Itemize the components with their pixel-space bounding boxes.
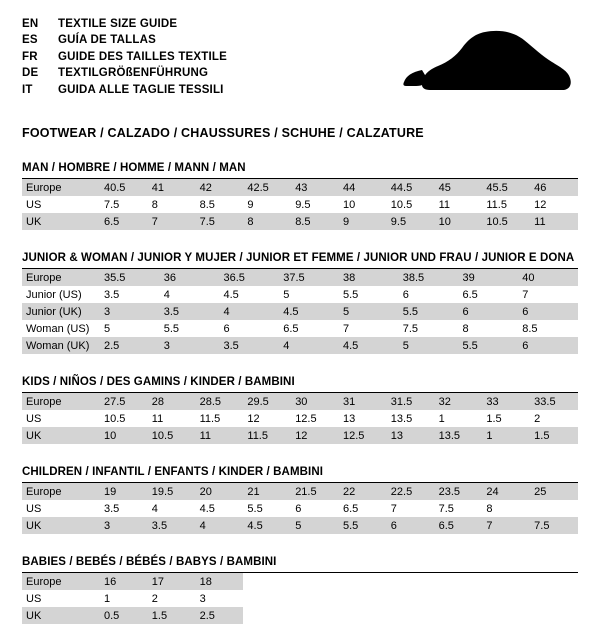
size-cell: 40.5 [100,179,148,196]
size-cell: 7.5 [438,502,454,515]
size-cell: 5 [283,288,290,301]
size-cell: 6.5 [435,517,483,534]
size-cell: 10.5 [148,427,196,444]
size-cell: 19 [100,483,148,500]
size-cell: 1.5 [530,427,578,444]
size-cell: 32 [435,393,483,410]
size-cell: 4.5 [279,303,339,320]
size-block-junior-woman [22,252,578,354]
size-cell: 3 [100,517,148,534]
size-cell-empty [387,590,435,607]
size-cell: 10.5 [104,412,126,425]
size-cell: 8 [151,198,158,211]
table-row [22,179,578,196]
size-cell: 11 [196,427,244,444]
size-cell: 36 [160,269,220,286]
size-cell: 5 [291,517,339,534]
row-label: US [26,502,42,515]
size-cell: 12 [534,198,547,211]
size-cell-empty [530,573,578,590]
size-cell: 3.5 [148,517,196,534]
size-block-babies [22,556,578,624]
row-label: Europe [22,393,100,410]
size-table-children [22,483,578,534]
size-cell: 29.5 [243,393,291,410]
size-cell: 7 [343,322,350,335]
size-cell: 7 [390,502,397,515]
size-cell: 5.5 [163,322,180,335]
size-cell: 43 [291,179,339,196]
size-cell: 5 [104,322,111,335]
size-cell: 38 [339,269,399,286]
size-cell: 31.5 [387,393,435,410]
size-cell-empty [243,590,291,607]
size-cell: 12.5 [295,412,317,425]
size-cell: 23.5 [435,483,483,500]
size-cell: 11.5 [486,198,507,211]
language-code: EN [22,18,39,30]
size-cell: 6 [518,303,578,320]
size-cell: 5.5 [459,337,519,354]
size-cell: 4.5 [223,288,239,301]
row-label: UK [22,213,100,230]
size-cell: 6 [518,337,578,354]
size-cell: 22.5 [387,483,435,500]
size-cell: 7 [482,517,530,534]
footwear-category-title: FOOTWEAR / CALZADO / CHAUSSURES / SCHUHE / CALZATURE [22,126,424,140]
size-cell: 35.5 [100,269,160,286]
row-label: UK [22,607,100,624]
size-cell: 18 [196,573,244,590]
table-row [22,427,578,444]
row-label: Junior (US) [26,288,82,301]
language-title: GUIDE DES TAILLES TEXTILE [58,50,227,63]
size-cell-empty [482,590,530,607]
size-cell: 4 [196,517,244,534]
block-title: JUNIOR & WOMAN / JUNIOR Y MUJER / JUNIOR ET FEMME / JUNIOR UND FRAU / JUNIOR E DONA [22,252,575,264]
size-cell: 4 [151,502,158,515]
block-title: KIDS / NIÑOS / DES GAMINS / KINDER / BAMBINI [22,376,295,388]
size-cell-empty [387,573,435,590]
size-cell: 8.5 [199,198,215,211]
size-cell: 10 [342,198,356,211]
size-cell [530,500,578,517]
size-cell: 3.5 [160,303,220,320]
language-code: DE [22,67,39,80]
table-row [22,196,578,213]
size-cell: 1 [104,592,111,605]
language-code: IT [22,83,33,96]
size-cell: 45.5 [482,179,530,196]
size-cell-empty [530,590,578,607]
size-cell-empty [243,573,291,590]
size-cell: 24 [482,483,530,500]
page-header [22,16,578,108]
size-cell-empty [291,590,339,607]
size-cell: 3.5 [220,337,280,354]
size-cell: 7.5 [402,322,419,335]
table-row [22,303,578,320]
size-cell: 2.5 [196,607,244,624]
row-label: Europe [22,483,100,500]
size-cell: 1 [482,427,530,444]
size-table-kids [22,393,578,444]
table-row [22,483,578,500]
size-cell: 46 [530,179,578,196]
size-cell-empty [482,607,530,624]
size-cell: 6.5 [283,322,299,335]
size-cell: 41 [148,179,196,196]
size-cell: 5.5 [247,502,263,515]
size-table-man [22,179,578,230]
size-cell: 12 [247,412,260,425]
size-cell: 28.5 [196,393,244,410]
size-cell-empty [291,607,339,624]
size-cell: 7.5 [196,213,244,230]
size-cell: 7.5 [530,517,578,534]
size-cell: 19.5 [148,483,196,500]
size-cell: 11.5 [243,427,291,444]
size-cell: 10.5 [390,198,413,211]
size-cell: 20 [196,483,244,500]
size-table-body [22,483,578,534]
size-cell: 17 [148,573,196,590]
size-cell: 38.5 [399,269,459,286]
size-cell: 10 [100,427,148,444]
row-label: US [26,592,42,605]
row-label: Europe [22,573,100,590]
size-cell: 12 [291,427,339,444]
size-cell: 5 [399,337,459,354]
block-title: BABIES / BEBÉS / BÉBÉS / BABYS / BAMBINI [22,556,277,568]
size-cell: 13 [342,412,356,425]
language-code: FR [22,50,38,63]
size-cell: 44 [339,179,387,196]
size-cell: 37.5 [279,269,339,286]
language-row [22,16,227,32]
size-table-babies [22,573,578,624]
size-cell: 9.5 [295,198,311,211]
size-cell: 33 [482,393,530,410]
size-cell: 4 [220,303,280,320]
size-cell-empty [243,607,291,624]
size-cell: 22 [339,483,387,500]
size-cell-empty [387,607,435,624]
size-cell: 30 [291,393,339,410]
size-cell: 4.5 [339,337,399,354]
size-cell: 3 [160,337,220,354]
size-cell: 3.5 [104,502,120,515]
size-cell-empty [339,607,387,624]
language-title: TEXTILE SIZE GUIDE [58,18,178,30]
table-row [22,590,578,607]
size-block-kids [22,376,578,444]
size-cell: 6.5 [100,213,148,230]
size-cell: 40 [518,269,578,286]
size-cell: 36.5 [220,269,280,286]
size-cell: 11 [530,213,578,230]
row-label: Woman (US) [26,322,90,335]
size-cell: 12.5 [339,427,387,444]
size-cell: 42 [196,179,244,196]
size-cell: 11.5 [199,412,221,425]
size-cell-empty [435,573,483,590]
size-cell: 10.5 [482,213,530,230]
size-cell-empty [339,573,387,590]
size-cell: 2 [151,592,158,605]
size-cell: 11 [438,198,450,211]
size-table-body [22,269,578,354]
size-block-man [22,162,578,230]
language-code: ES [22,34,38,47]
table-row [22,500,578,517]
size-cell: 6 [387,517,435,534]
size-cell: 1 [438,412,445,425]
size-cell-empty [530,607,578,624]
language-row [22,49,227,65]
table-row [22,517,578,534]
size-cell: 6 [295,502,302,515]
size-cell: 5.5 [343,288,359,301]
size-cell: 6 [459,303,519,320]
size-cell: 8.5 [291,213,339,230]
size-cell: 8 [486,502,493,515]
size-cell: 2.5 [100,337,160,354]
language-row [22,65,227,81]
size-cell: 3.5 [104,288,120,301]
size-cell: 3 [199,592,206,605]
language-title-body [22,16,227,98]
block-title: CHILDREN / INFANTIL / ENFANTS / KINDER / BAMBINI [22,466,324,478]
table-row [22,573,578,590]
size-cell: 7.5 [104,198,120,211]
size-cell: 7 [148,213,196,230]
size-table-body [22,573,578,624]
size-block-children [22,466,578,534]
size-cell: 8.5 [522,322,538,335]
table-row [22,213,578,230]
table-row [22,337,578,354]
size-cell: 5 [339,303,399,320]
language-title: GUÍA DE TALLAS [58,34,156,47]
table-row [22,607,578,624]
size-cell: 25 [530,483,578,500]
size-cell: 5.5 [339,517,387,534]
size-cell: 13 [387,427,435,444]
size-cell: 0.5 [100,607,148,624]
dress-shoe-icon [382,26,572,104]
row-label: Europe [22,179,100,196]
size-cell: 31 [339,393,387,410]
size-table-body [22,179,578,230]
size-cell: 6.5 [342,502,359,515]
size-cell-empty [482,573,530,590]
size-cell-empty [339,590,387,607]
size-cell: 1.5 [148,607,196,624]
size-cell: 4.5 [199,502,215,515]
size-cell: 6.5 [462,288,478,301]
row-label: Europe [22,269,100,286]
size-cell: 8 [462,322,469,335]
size-cell: 16 [100,573,148,590]
size-table-body [22,393,578,444]
size-cell: 1.5 [486,412,502,425]
size-cell: 11 [151,412,164,425]
row-label: US [26,412,42,425]
size-cell: 28 [148,393,196,410]
language-title: TEXTILGRÖßENFÜHRUNG [58,67,209,80]
size-cell: 27.5 [100,393,148,410]
size-cell: 45 [435,179,483,196]
size-cell: 4 [163,288,170,301]
language-title-table [22,16,227,98]
size-cell: 3 [100,303,160,320]
row-label: US [26,198,42,211]
size-cell: 6 [223,322,230,335]
language-row [22,32,227,48]
size-cell: 10 [435,213,483,230]
size-table-junior-woman [22,269,578,354]
size-cell: 21.5 [291,483,339,500]
table-row [22,393,578,410]
size-cell: 4 [279,337,339,354]
size-cell: 2 [534,412,541,425]
table-row [22,320,578,337]
size-cell: 13.5 [390,412,413,425]
size-cell: 5.5 [399,303,459,320]
size-cell: 42.5 [243,179,291,196]
size-cell-empty [435,607,483,624]
table-row [22,410,578,427]
size-cell: 33.5 [530,393,578,410]
block-title: MAN / HOMBRE / HOMME / MANN / MAN [22,162,246,174]
table-row [22,286,578,303]
size-cell: 21 [243,483,291,500]
row-label: Junior (UK) [22,303,100,320]
row-label: UK [22,427,100,444]
size-cell: 7 [522,288,529,301]
language-row [22,82,227,98]
size-cell: 39 [459,269,519,286]
size-cell: 4.5 [243,517,291,534]
size-cell: 44.5 [387,179,435,196]
row-label: Woman (UK) [22,337,100,354]
table-row [22,269,578,286]
size-cell: 8 [243,213,291,230]
row-label: UK [22,517,100,534]
language-title: GUIDA ALLE TAGLIE TESSILI [58,83,224,96]
size-cell: 9.5 [387,213,435,230]
size-cell: 13.5 [435,427,483,444]
size-cell: 9 [247,198,254,211]
size-cell: 9 [339,213,387,230]
size-cell-empty [291,573,339,590]
size-cell-empty [435,590,483,607]
size-cell: 6 [402,288,409,301]
